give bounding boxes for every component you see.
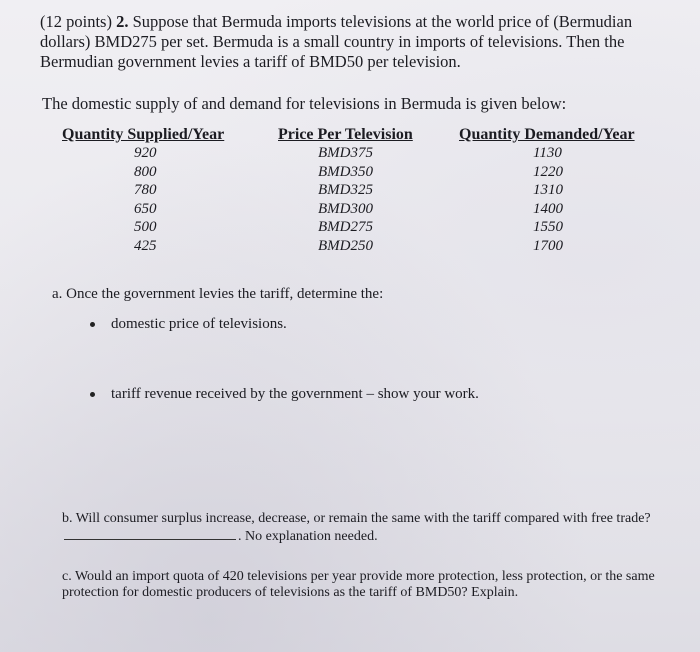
price-cell: BMD275	[318, 219, 373, 236]
supplied-cell: 780	[134, 182, 157, 199]
supplied-cell: 425	[134, 237, 157, 254]
price-cell: BMD375	[318, 145, 373, 161]
bullet-text: domestic price of televisions.	[111, 316, 287, 332]
supplied-cell: 650	[134, 200, 157, 217]
demanded-cell: 1130	[533, 145, 562, 161]
price-cell: BMD250	[318, 237, 373, 254]
price-cell: BMD350	[318, 163, 373, 180]
question-b-text: b. Will consumer surplus increase, decrease, or remain the same with the tariff compared with free trade?	[62, 511, 651, 526]
demanded-cell: 1220	[533, 163, 563, 180]
supplied-cell: 800	[134, 163, 157, 180]
question-c: c. Would an import quota of 420 televisions per year provide more protection, less protection, or the same protection for domestic producers of televisions as the tariff of BMD50? Explain.	[62, 569, 655, 600]
bullet-text: tariff revenue received by the government – show your work.	[111, 386, 479, 402]
answer-blank[interactable]	[64, 527, 236, 540]
question-a-prompt: a. Once the government levies the tariff, determine the:	[52, 286, 384, 302]
demanded-cell: 1700	[533, 237, 563, 254]
demanded-cell: 1310	[533, 182, 563, 199]
table-intro: The domestic supply of and demand for televisions in Bermuda is given below:	[42, 94, 567, 113]
price-header: Price Per Television	[278, 126, 413, 143]
demanded-column	[459, 126, 635, 256]
demanded-header: Quantity Demanded/Year	[459, 126, 635, 143]
supplied-cell: 500	[134, 219, 157, 236]
bullet-icon	[90, 392, 95, 397]
supplied-header: Quantity Supplied/Year	[62, 126, 225, 143]
demanded-cell: 1550	[533, 219, 563, 236]
demanded-cell: 1400	[533, 200, 563, 217]
problem-intro	[40, 12, 670, 72]
price-column	[278, 126, 413, 256]
question-a-bullet-1	[90, 316, 287, 333]
problem-number: 2.	[116, 12, 129, 31]
supplied-column	[62, 126, 224, 256]
points-label: (12 points)	[40, 12, 112, 31]
bullet-icon	[90, 322, 95, 327]
supplied-cell: 920	[134, 145, 157, 161]
question-a-bullet-2	[90, 386, 479, 403]
price-cell: BMD325	[318, 182, 373, 199]
question-b-note: . No explanation needed.	[238, 529, 378, 544]
question-b	[62, 511, 662, 545]
price-cell: BMD300	[318, 200, 373, 217]
problem-text: Suppose that Bermuda imports televisions at the world price of (Bermudian dollars) BMD275 per set. Bermuda is a small country in imports of televisions. Then the Bermudian government levies a tariff of BMD50 per television.	[40, 12, 633, 71]
